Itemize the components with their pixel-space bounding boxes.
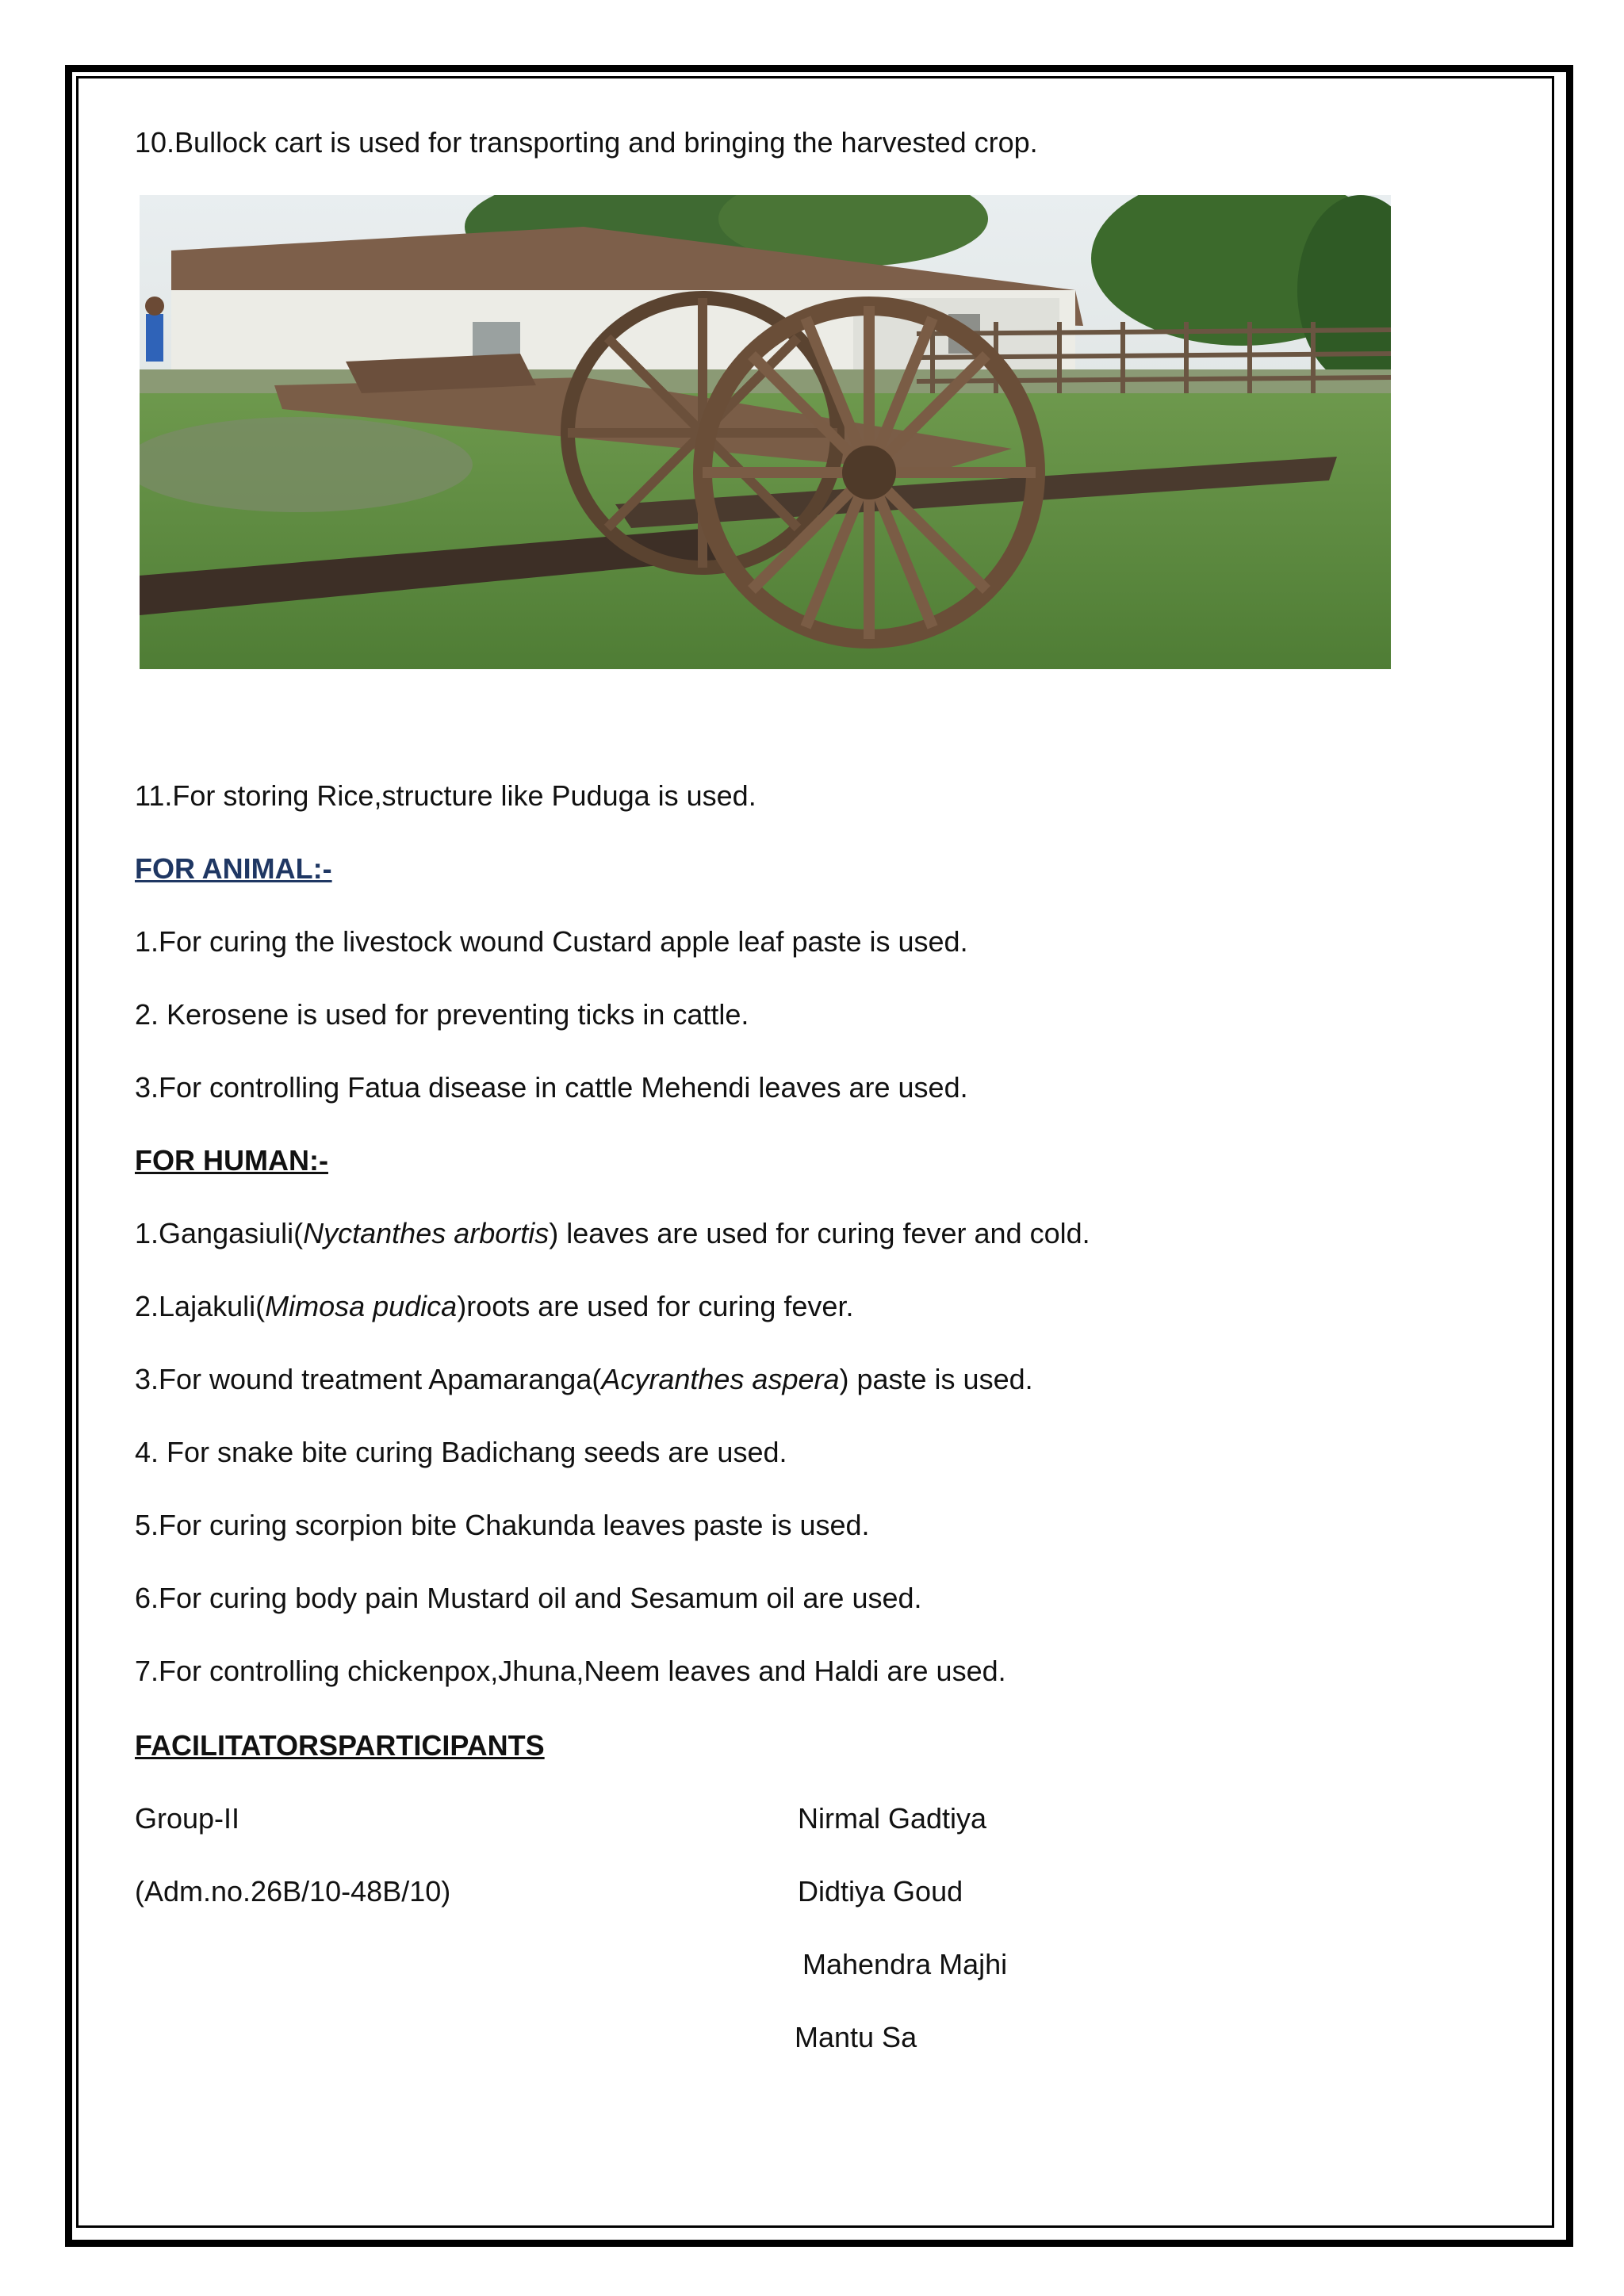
human-item-2 [135, 1289, 853, 1324]
animal-item-2: 2. Kerosene is used for preventing ticks in cattle. [135, 998, 749, 1031]
participant-name: Mantu Sa [795, 2021, 917, 2053]
human-item-3-suffix: ) paste is used. [839, 1363, 1033, 1395]
human-item-5: 5.For curing scorpion bite Chakunda leaves paste is used. [135, 1509, 870, 1541]
human-item-3 [135, 1362, 1033, 1397]
group-name: Group-II [135, 1802, 240, 1835]
human-item-1 [135, 1216, 1090, 1251]
participant-name: Nirmal Gadtiya [798, 1802, 987, 1835]
bullock-cart-photo [140, 195, 1391, 669]
admission-numbers: (Adm.no.26B/10-48B/10) [135, 1875, 451, 1908]
human-item-6: 6.For curing body pain Mustard oil and Sesamum oil are used. [135, 1582, 922, 1614]
human-item-1-prefix: 1.Gangasiuli( [135, 1217, 304, 1249]
human-item-7: 7.For controlling chickenpox,Jhuna,Neem leaves and Haldi are used. [135, 1655, 1006, 1687]
human-item-1-scientific-name: Nyctanthes arbortis [303, 1217, 550, 1249]
human-item-2-suffix: )roots are used for curing fever. [457, 1290, 854, 1322]
human-item-3-scientific-name: Acyranthes aspera [601, 1363, 840, 1395]
participant-name: Mahendra Majhi [802, 1948, 1008, 1980]
human-item-3-prefix: 3.For wound treatment Apamaranga( [135, 1363, 602, 1395]
participant-name: Didtiya Goud [798, 1875, 963, 1908]
facilitators-participants-heading: FACILITATORSPARTICIPANTS [135, 1729, 545, 1762]
human-item-2-scientific-name: Mimosa pudica [265, 1290, 458, 1322]
item-10-text: 10.Bullock cart is used for transporting and bringing the harvested crop. [135, 126, 1038, 159]
human-heading: FOR HUMAN:- [135, 1144, 328, 1177]
animal-heading: FOR ANIMAL:- [135, 852, 332, 885]
item-11-text: 11.For storing Rice,structure like Puduga is used. [135, 779, 756, 812]
human-item-4: 4. For snake bite curing Badichang seeds are used. [135, 1436, 787, 1468]
human-item-1-suffix: ) leaves are used for curing fever and cold. [549, 1217, 1090, 1249]
human-item-2-prefix: 2.Lajakuli( [135, 1290, 266, 1322]
animal-item-3: 3.For controlling Fatua disease in cattle Mehendi leaves are used. [135, 1071, 968, 1104]
animal-item-1: 1.For curing the livestock wound Custard apple leaf paste is used. [135, 925, 968, 958]
